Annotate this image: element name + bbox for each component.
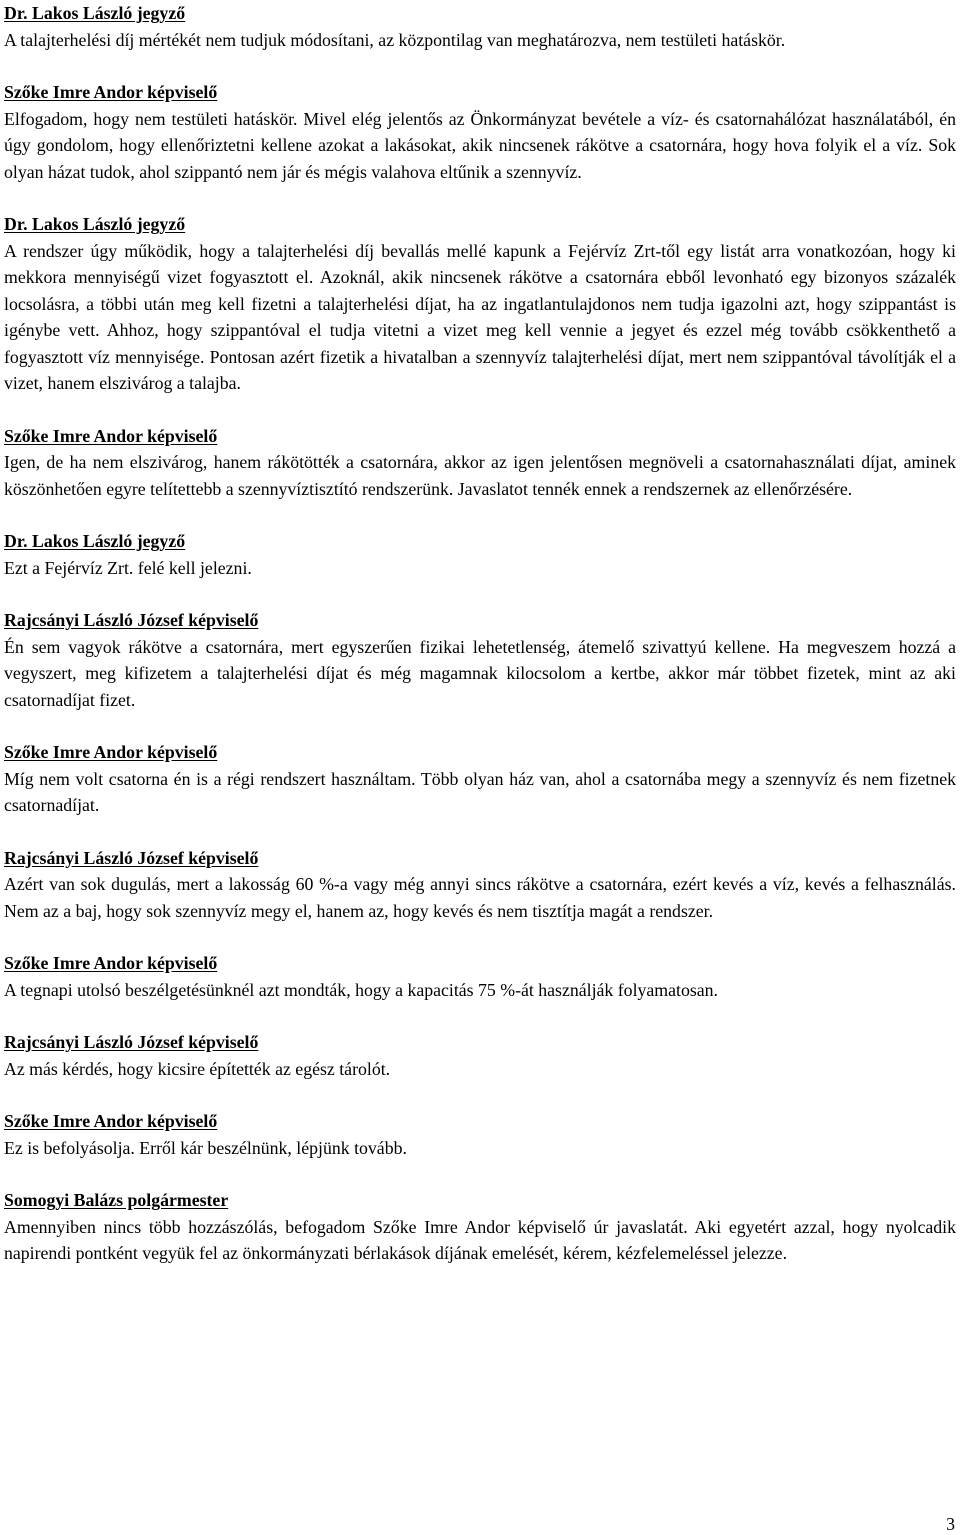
- paragraph-gap: [4, 713, 956, 739]
- speech-block: [4, 739, 956, 819]
- paragraph-gap: [4, 1161, 956, 1187]
- speech-text: Azért van sok dugulás, mert a lakosság 60 %-a vagy még annyi sincs rákötve a csatornára, ezért kevés a víz, kevés a felhasználás. Nem az a baj, hogy sok szennyvíz megy el, hanem az, hogy kevés és nem tisztítja magát a rendszer.: [4, 874, 956, 921]
- speaker-name: Szőke Imre Andor képviselő: [4, 82, 218, 102]
- paragraph-gap: [4, 819, 956, 845]
- paragraph-gap: [4, 502, 956, 528]
- speech-block: [4, 1029, 956, 1082]
- paragraph-gap: [4, 1003, 956, 1029]
- speaker-name: Dr. Lakos László jegyző: [4, 214, 186, 234]
- speaker-name: Szőke Imre Andor képviselő: [4, 953, 218, 973]
- speech-block: [4, 845, 956, 925]
- speech-block: [4, 528, 956, 581]
- speech-text: A tegnapi utolsó beszélgetésünknél azt mondták, hogy a kapacitás 75 %-át használják folyamatosan.: [4, 979, 718, 1000]
- speech-text: Igen, de ha nem elszivárog, hanem rákötötték a csatornára, akkor az igen jelentősen megnöveli a csatornahasználati díjat, aminek köszönhetően egyre telítettebb a szennyvíztisztító rendszerünk. Javaslatot tennék ennek a rendszernek az ellenőrzésére.: [4, 452, 956, 499]
- paragraph-gap: [4, 581, 956, 607]
- speech-block: [4, 423, 956, 503]
- speaker-name: Rajcsányi László József képviselő: [4, 847, 259, 868]
- page-number: 3: [946, 1514, 955, 1534]
- speaker-name: Szőke Imre Andor képviselő: [4, 742, 218, 762]
- speech-text: A talajterhelési díj mértékét nem tudjuk módosítani, az központilag van meghatározva, nem testületi hatáskör.: [4, 29, 786, 50]
- speaker-name: Dr. Lakos László jegyző: [4, 3, 186, 23]
- paragraph-gap: [4, 53, 956, 79]
- paragraph-gap: [4, 397, 956, 423]
- speaker-name: Rajcsányi László József képviselő: [4, 1032, 259, 1052]
- speech-block: [4, 607, 956, 713]
- document-page: [4, 0, 956, 1267]
- speech-text: Elfogadom, hogy nem testületi hatáskör. Mivel elég jelentős az Önkormányzat bevétele a víz- és csatornahálózat használatából, én úgy gondolom, hogy ellenőriztetni kellene azokat a lakásokat, akik nincsenek rákötve a csatornára, hogy hova folyik el a víz. Sok olyan házat tudok, ahol szippantó nem jár és mégis valahova eltűnik a szennyvíz.: [4, 108, 956, 182]
- speech-block: [4, 211, 956, 397]
- speech-block: [4, 1108, 956, 1161]
- speech-text: Ez is befolyásolja. Erről kár beszélnünk, lépjünk tovább.: [4, 1137, 407, 1158]
- speech-text: Ezt a Fejérvíz Zrt. felé kell jelezni.: [4, 557, 252, 578]
- speech-text: Amennyiben nincs több hozzászólás, befogadom Szőke Imre Andor képviselő úr javaslatát. Aki egyetért azzal, hogy nyolcadik napirendi pontként vegyük fel az önkormányzati bérlakások díjának emelését, kérem, kézfelemeléssel jelezze.: [4, 1216, 956, 1263]
- paragraph-gap: [4, 924, 956, 950]
- speaker-name: Szőke Imre Andor képviselő: [4, 425, 218, 446]
- speech-block: [4, 79, 956, 185]
- speech-block: [4, 1187, 956, 1267]
- speech-block: [4, 0, 956, 53]
- paragraph-gap: [4, 1082, 956, 1108]
- speaker-name: Dr. Lakos László jegyző: [4, 531, 186, 551]
- speech-text: Míg nem volt csatorna én is a régi rendszert használtam. Több olyan ház van, ahol a csatornába megy a szennyvíz és nem fizetnek csatornadíjat.: [4, 768, 956, 815]
- speaker-name: Rajcsányi László József képviselő: [4, 610, 259, 630]
- speech-text: Én sem vagyok rákötve a csatornára, mert egyszerűen fizikai lehetetlenség, átemelő szivattyú kellene. Ha megveszem hozzá a vegyszert, meg kifizetem a talajterhelési díjat és még magamnak kilocsolom a kertbe, akkor már többet fizetek, mint az aki csatornadíjat fizet.: [4, 636, 956, 710]
- speaker-name: Szőke Imre Andor képviselő: [4, 1111, 218, 1131]
- speech-block: [4, 950, 956, 1003]
- speech-text: A rendszer úgy működik, hogy a talajterhelési díj bevallás mellé kapunk a Fejérvíz Zrt-től egy listát arra vonatkozóan, hogy ki mekkora mennyiségű vizet fogyasztott el. Azoknál, akik nincsenek rákötve a csatornára ebből levonható egy bizonyos százalék locsolásra, a többi után meg kell fizetni a talajterhelési díjat, ha az ingatlantulajdonos nem tudja igazolni azt, hogy szippantást is igénybe vett. Ahhoz, hogy szippantóval el tudja vitetni a vizet meg kell vennie a jegyet és ezzel még tovább csökkenthető a fogyasztott víz mennyisége. Pontosan azért fizetik a hivatalban a szennyvíz talajterhelési díjat, mert nem szippantóval távolítják el a vizet, hanem elszivárog a talajba.: [4, 240, 956, 393]
- speech-text: Az más kérdés, hogy kicsire építették az egész tárolót.: [4, 1058, 391, 1079]
- speaker-name: Somogyi Balázs polgármester: [4, 1190, 229, 1210]
- paragraph-gap: [4, 185, 956, 211]
